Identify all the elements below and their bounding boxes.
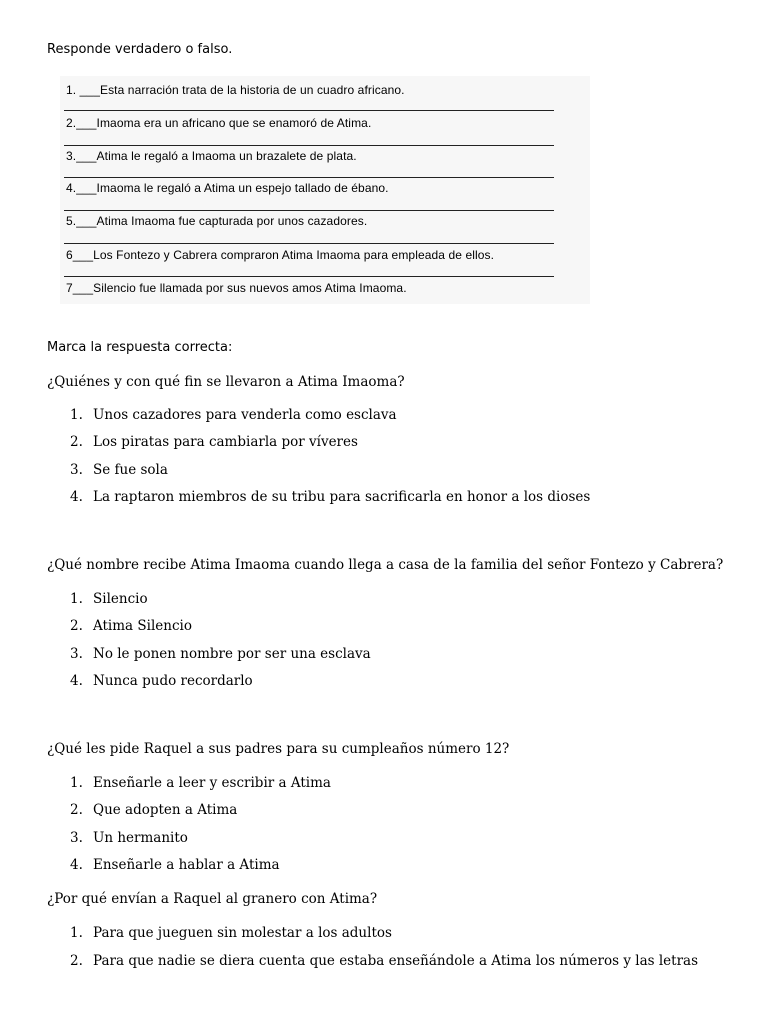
- option-number: 2.: [70, 802, 83, 818]
- answer-line: [64, 276, 554, 277]
- option-text: Para que jueguen sin molestar a los adultos: [93, 925, 392, 941]
- option-text: Los piratas para cambiarla por víveres: [93, 434, 358, 450]
- tf-item-5: 5.___Atima Imaoma fue capturada por unos cazadores.: [66, 214, 368, 228]
- answer-line: [64, 177, 554, 178]
- option-text: Silencio: [93, 591, 148, 607]
- option-text: Enseñarle a hablar a Atima: [93, 857, 280, 873]
- option-text: La raptaron miembros de su tribu para sacrificarla en honor a los dioses: [93, 489, 591, 505]
- q1-option-2: [70, 434, 358, 450]
- option-number: 1.: [70, 591, 83, 607]
- q1-option-1: [70, 407, 397, 423]
- tf-item-2: 2.___Imaoma era un africano que se enamoró de Atima.: [66, 116, 372, 130]
- question-4: ¿Por qué envían a Raquel al granero con Atima?: [47, 891, 378, 907]
- answer-line: [64, 145, 554, 146]
- q3-option-2: [70, 802, 237, 818]
- q3-option-1: [70, 775, 331, 791]
- q2-option-3: [70, 646, 371, 662]
- q1-option-4: [70, 489, 590, 505]
- tf-item-6: 6___Los Fontezo y Cabrera compraron Atima Imaoma para empleada de ellos.: [66, 248, 495, 262]
- q2-option-1: [70, 591, 148, 607]
- q2-option-2: [70, 618, 192, 634]
- tf-item-3: 3.___Atima le regaló a Imaoma un brazalete de plata.: [66, 149, 357, 163]
- option-text: No le ponen nombre por ser una esclava: [93, 646, 371, 662]
- option-text: Enseñarle a leer y escribir a Atima: [93, 775, 331, 791]
- option-text: Que adopten a Atima: [93, 802, 238, 818]
- tf-item-7: 7___Silencio fue llamada por sus nuevos amos Atima Imaoma.: [66, 281, 407, 295]
- q4-option-1: [70, 925, 392, 941]
- option-number: 4.: [70, 857, 83, 873]
- question-1: ¿Quiénes y con qué fin se llevaron a Atima Imaoma?: [47, 374, 405, 390]
- option-text: Un hermanito: [93, 830, 188, 846]
- question-3: ¿Qué les pide Raquel a sus padres para su cumpleaños número 12?: [47, 741, 510, 757]
- answer-line: [64, 210, 554, 211]
- option-number: 1.: [70, 407, 83, 423]
- option-text: Nunca pudo recordarlo: [93, 673, 253, 689]
- option-number: 3.: [70, 830, 83, 846]
- option-number: 1.: [70, 925, 83, 941]
- option-number: 3.: [70, 462, 83, 478]
- option-number: 4.: [70, 489, 83, 505]
- instruction-true-false: Responde verdadero o falso.: [47, 42, 233, 57]
- q1-option-3: [70, 462, 168, 478]
- option-number: 2.: [70, 434, 83, 450]
- option-text: Atima Silencio: [93, 618, 192, 634]
- q3-option-3: [70, 830, 188, 846]
- answer-line: [64, 243, 554, 244]
- option-text: Se fue sola: [93, 462, 168, 478]
- option-number: 2.: [70, 953, 83, 969]
- true-false-list: [60, 76, 590, 304]
- q3-option-4: [70, 857, 280, 873]
- q2-option-4: [70, 673, 253, 689]
- option-number: 2.: [70, 618, 83, 634]
- instruction-multiple-choice: Marca la respuesta correcta:: [47, 340, 233, 355]
- option-number: 3.: [70, 646, 83, 662]
- tf-item-1: 1. ___Esta narración trata de la historia de un cuadro africano.: [66, 83, 405, 97]
- option-text: Unos cazadores para venderla como esclava: [93, 407, 397, 423]
- tf-item-4: 4.___Imaoma le regaló a Atima un espejo tallado de ébano.: [66, 181, 389, 195]
- option-number: 4.: [70, 673, 83, 689]
- option-number: 1.: [70, 775, 83, 791]
- question-2: ¿Qué nombre recibe Atima Imaoma cuando llega a casa de la familia del señor Fontezo y Cabrera?: [47, 557, 724, 573]
- q4-option-2: [70, 953, 698, 969]
- option-text: Para que nadie se diera cuenta que estaba enseñándole a Atima los números y las letras: [93, 953, 699, 969]
- answer-line: [64, 110, 554, 111]
